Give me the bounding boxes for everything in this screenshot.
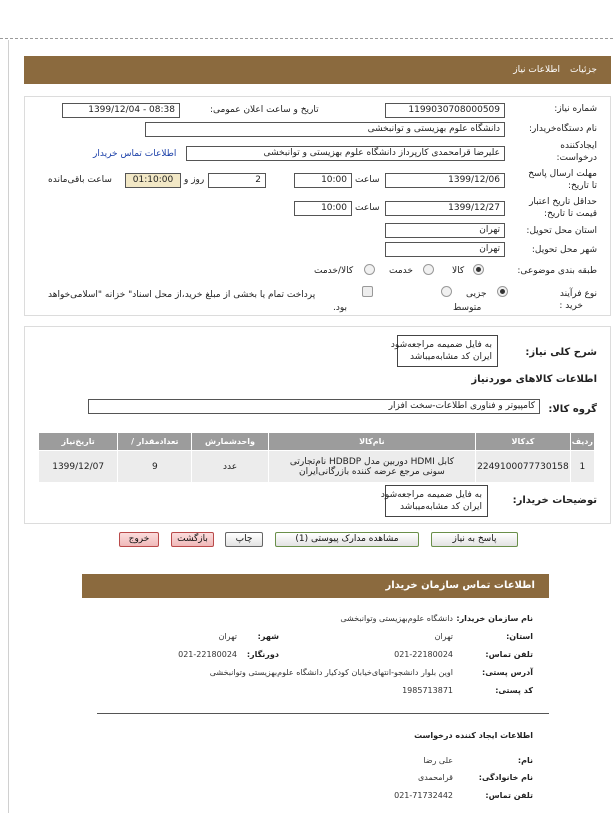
days-label: روز و (184, 175, 205, 185)
validity-label-2: قیمت تا تاریخ: (544, 209, 597, 219)
process-medium-label: متوسط (453, 303, 482, 313)
deadline-label-2: تا تاریخ: (567, 181, 597, 191)
goods-table-wrapper (38, 432, 595, 483)
col-date: تاریخ‌نیاز (39, 433, 118, 451)
cell-row: 1 (570, 451, 594, 483)
col-unit: واحدشمارش (192, 433, 268, 451)
need-description-label: شرح کلی نیاز: (525, 347, 597, 358)
contact-org-value: دانشگاه علوم‌بهزیستی وتوانبخشی (340, 614, 453, 623)
contact-province-value: تهران (434, 632, 453, 641)
need-number-field: 1199030708000509 (385, 103, 505, 118)
category-label: طبقه بندی موضوعی: (517, 266, 597, 276)
contact-province-label: استان: (506, 632, 533, 641)
creator-name-value: علی رضا (423, 756, 453, 765)
col-row: ردیف (570, 433, 594, 451)
category-service-radio[interactable] (423, 264, 434, 275)
top-divider (0, 38, 613, 39)
buyer-org-field: دانشگاه علوم بهزیستی و توانبخشی (145, 122, 505, 137)
buyer-notes-line-2: ایران کد مشابه‌میباشد (400, 502, 482, 512)
creator-label-1: ایجادکننده (560, 141, 597, 151)
province-label: استان محل تحویل: (526, 226, 597, 236)
cell-name-line-2: سونی مرجع عرضه کننده بازرگانی‌ایران (299, 466, 445, 477)
need-description-line-1: به فایل ضمیمه مراجعه‌شود (390, 340, 492, 350)
remaining-label: ساعت باقی‌مانده (48, 175, 112, 185)
category-service-label: خدمت (389, 266, 413, 276)
buyer-notes-box (380, 485, 488, 517)
contact-city-value: تهران (218, 632, 237, 641)
creator-phone-label: تلفن تماس: (485, 791, 533, 800)
payment-text-2: بود. (333, 303, 348, 313)
province-field: تهران (385, 223, 505, 238)
creator-label-2: درخواست: (556, 153, 597, 163)
tab-details[interactable]: جزئیات (570, 65, 597, 75)
cell-unit: عدد (192, 451, 268, 483)
deadline-time-field: 10:00 (294, 173, 352, 188)
goods-group-field: کامپیوتر و فناوری اطلاعات-سخت افزار (88, 399, 540, 414)
process-medium-radio[interactable] (441, 286, 452, 297)
exit-button[interactable]: خروج (119, 532, 159, 547)
goods-info-title: اطلاعات کالاهای موردنیاز (471, 374, 597, 385)
col-name: نام‌کالا (268, 433, 475, 451)
need-number-label: شماره نیاز: (554, 104, 597, 114)
need-description-line-2: ایران کد مشابه‌میباشد (410, 352, 492, 362)
validity-time-label: ساعت (355, 203, 380, 213)
view-attachments-button[interactable]: مشاهده مدارک پیوستی (1) (275, 532, 419, 547)
process-label-2: خرید : (559, 301, 583, 311)
announce-field: 1399/12/04 - 08:38 (62, 103, 180, 118)
cell-date: 1399/12/07 (39, 451, 118, 483)
cell-name-line-1: کابل HDMI دوربین مدل HDBDP نام‌تجارتی (289, 456, 454, 467)
creator-phone-value: 021-71732442 (394, 791, 453, 800)
contact-divider (97, 713, 549, 714)
category-goods-radio[interactable] (473, 264, 484, 275)
buyer-org-label: نام دستگاه‌خریدار: (528, 124, 597, 134)
col-code: کدکالا (476, 433, 571, 451)
contact-address-value: اوین بلوار دانشجو-انتهای‌خیابان کودکیار دانشگاه علوم‌بهزیستی وتوانبخشی (209, 668, 453, 677)
contact-phone-value: 021-22180024 (394, 650, 453, 659)
deadline-label-1: مهلت ارسال پاسخ (528, 169, 597, 179)
payment-text-1: پرداخت تمام یا بخشی از مبلغ خرید،از محل اسناد" خزانه "اسلامی‌خواهد (48, 290, 316, 300)
col-qty: تعدادمقدار / (118, 433, 192, 451)
contact-fax-value: 021-22180024 (178, 650, 237, 659)
header-bar (24, 56, 611, 84)
buyer-notes-label: توضیحات خریدار: (512, 495, 597, 506)
contact-title-bar: اطلاعات تماس سازمان خریدار (82, 574, 549, 598)
back-button[interactable]: بازگشت (171, 532, 214, 547)
validity-label-1: حداقل تاریخ اعتبار (529, 197, 597, 207)
city-label: شهر محل تحویل: (531, 245, 597, 255)
cell-qty: 9 (118, 451, 192, 483)
goods-group-label: گروه کالا: (548, 404, 597, 415)
contact-fax-label: دورنگار: (246, 650, 279, 659)
category-both-radio[interactable] (364, 264, 375, 275)
process-partial-label: جزیی (466, 289, 487, 299)
creator-info-title: اطلاعات ایجاد کننده درخواست (414, 731, 533, 740)
category-both-label: کالا/خدمت (314, 266, 354, 276)
treasury-payment-checkbox[interactable] (362, 286, 373, 297)
validity-date-field: 1399/12/27 (385, 201, 505, 216)
creator-field: علیرضا قرامحمدی کارپرداز دانشگاه علوم بهزیستی و توانبخشی (186, 146, 505, 161)
buyer-notes-line-1: به فایل ضمیمه مراجعه‌شود (380, 490, 482, 500)
deadline-time-label: ساعت (355, 175, 380, 185)
deadline-date-field: 1399/12/06 (385, 173, 505, 188)
contact-address-label: آدرس پستی: (482, 668, 533, 677)
contact-org-label: نام سازمان خریدار: (456, 614, 533, 623)
creator-family-value: قرامحمدی (418, 773, 453, 782)
table-row (39, 451, 595, 483)
remaining-time-field: 01:10:00 (125, 173, 181, 188)
contact-city-label: شهر: (257, 632, 279, 641)
print-button[interactable]: چاپ (225, 532, 263, 547)
process-label-1: نوع فرآیند (559, 289, 597, 299)
process-partial-radio[interactable] (497, 286, 508, 297)
creator-name-label: نام: (517, 756, 533, 765)
goods-table-header (39, 433, 595, 451)
left-border (8, 40, 9, 813)
contact-postal-label: کد پستی: (495, 686, 533, 695)
category-goods-label: کالا (452, 266, 465, 276)
reply-button[interactable]: پاسخ به نیاز (431, 532, 518, 547)
cell-code: 2249100077730158 (476, 451, 571, 483)
cell-name (268, 451, 475, 483)
creator-family-label: نام خانوادگی: (478, 773, 533, 782)
contact-postal-value: 1985713871 (402, 686, 453, 695)
days-field: 2 (208, 173, 266, 188)
announce-label: تاریخ و ساعت اعلان عمومی: (210, 105, 319, 115)
tab-need-info[interactable]: اطلاعات نیاز (513, 65, 561, 75)
buyer-contact-link[interactable]: اطلاعات تماس خریدار (93, 149, 177, 159)
goods-table (38, 432, 595, 483)
city-field: تهران (385, 242, 505, 257)
validity-time-field: 10:00 (294, 201, 352, 216)
need-description-box (390, 335, 498, 367)
contact-phone-label: تلفن تماس: (485, 650, 533, 659)
